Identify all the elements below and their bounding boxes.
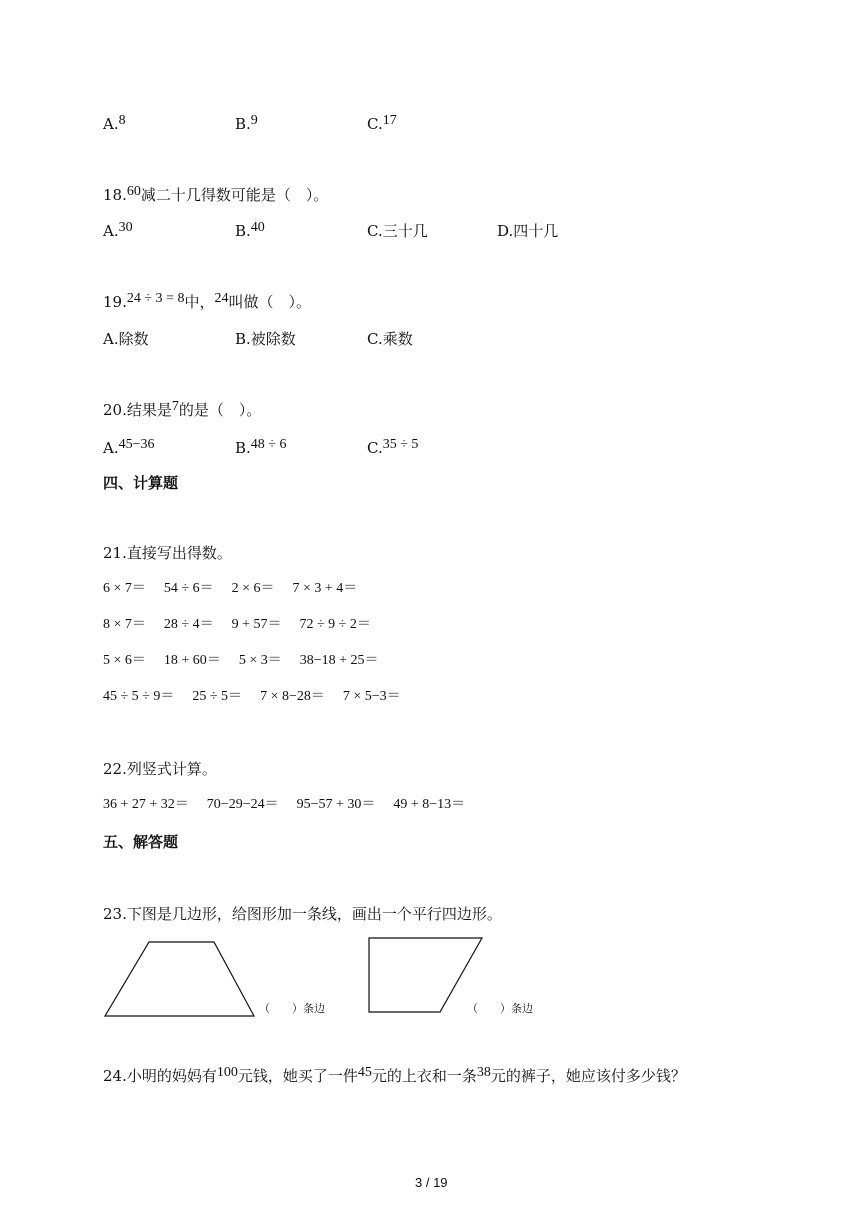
q19-option-c: C.乘数 [367,330,413,348]
q24-question: 24.小明的妈妈有100元钱，她买了一件45元的上衣和一条38元的裤子，她应该付多少钱？ [103,1065,686,1085]
calc-item: 9 + 57＝ [231,617,282,632]
q21-row-2 [103,616,371,634]
q20-option-c: C.35 ÷ 5 [367,437,419,457]
q18-option-a: A.30 [103,220,133,240]
calc-item: 18 + 60＝ [163,653,221,668]
q21-row-4 [103,688,401,706]
trapezoid-figure [100,938,260,1020]
q21-row-3 [103,652,379,670]
q18-option-c: C.三十几 [367,222,428,240]
calc-item: 70−29−24＝ [206,797,279,812]
calc-item: 72 ÷ 9 ÷ 2＝ [299,617,371,632]
calc-item: 7 × 5−3＝ [342,689,401,704]
q19-question: 19.24 ÷ 3 = 8中，24叫做（ ）。 [103,291,311,311]
q19-option-a: A.除数 [103,330,149,348]
calc-item: 8 × 7＝ [103,617,146,632]
q23-blank-1: （ ）条边 [259,1002,325,1015]
q21-title: 21.直接写出得数。 [103,544,232,562]
q20-option-a: A.45−36 [103,437,155,457]
q22-title: 22.列竖式计算。 [103,760,217,778]
q17-option-a: A.8 [103,113,126,133]
calc-item: 45 ÷ 5 ÷ 9＝ [103,689,175,704]
calc-item: 28 ÷ 4＝ [163,617,214,632]
calc-item: 36 + 27 + 32＝ [103,797,189,812]
page-number: 3 / 19 [415,1175,448,1190]
calc-item: 5 × 3＝ [238,653,282,668]
q17-option-b: B.9 [235,113,258,133]
q17-option-c: C.17 [367,113,397,133]
q18-option-b: B.40 [235,220,265,240]
calc-item: 6 × 7＝ [103,581,146,596]
q23-title: 23.下图是几边形，给图形加一条线，画出一个平行四边形。 [103,905,502,923]
q20-option-b: B.48 ÷ 6 [235,437,287,457]
q21-row-1 [103,580,357,598]
calc-item: 54 ÷ 6＝ [163,581,214,596]
q18-question: 18.60减二十几得数可能是（ ）。 [103,184,329,204]
calc-item: 7 × 8−28＝ [260,689,325,704]
q22-items [103,796,465,814]
q18-option-d: D.四十几 [497,222,559,240]
section-heading-word-problems: 五、解答题 [103,833,179,851]
section-heading-calculation: 四、计算题 [103,474,179,492]
calc-item: 49 + 8−13＝ [393,797,466,812]
q19-option-b: B.被除数 [235,330,296,348]
q20-question: 20.结果是7的是（ ）。 [103,399,262,419]
calc-item: 2 × 6＝ [231,581,275,596]
calc-item: 25 ÷ 5＝ [192,689,243,704]
calc-item: 7 × 3 + 4＝ [292,581,358,596]
q23-blank-2: （ ）条边 [467,1002,533,1015]
calc-item: 38−18 + 25＝ [299,653,379,668]
calc-item: 5 × 6＝ [103,653,146,668]
calc-item: 95−57 + 30＝ [296,797,376,812]
